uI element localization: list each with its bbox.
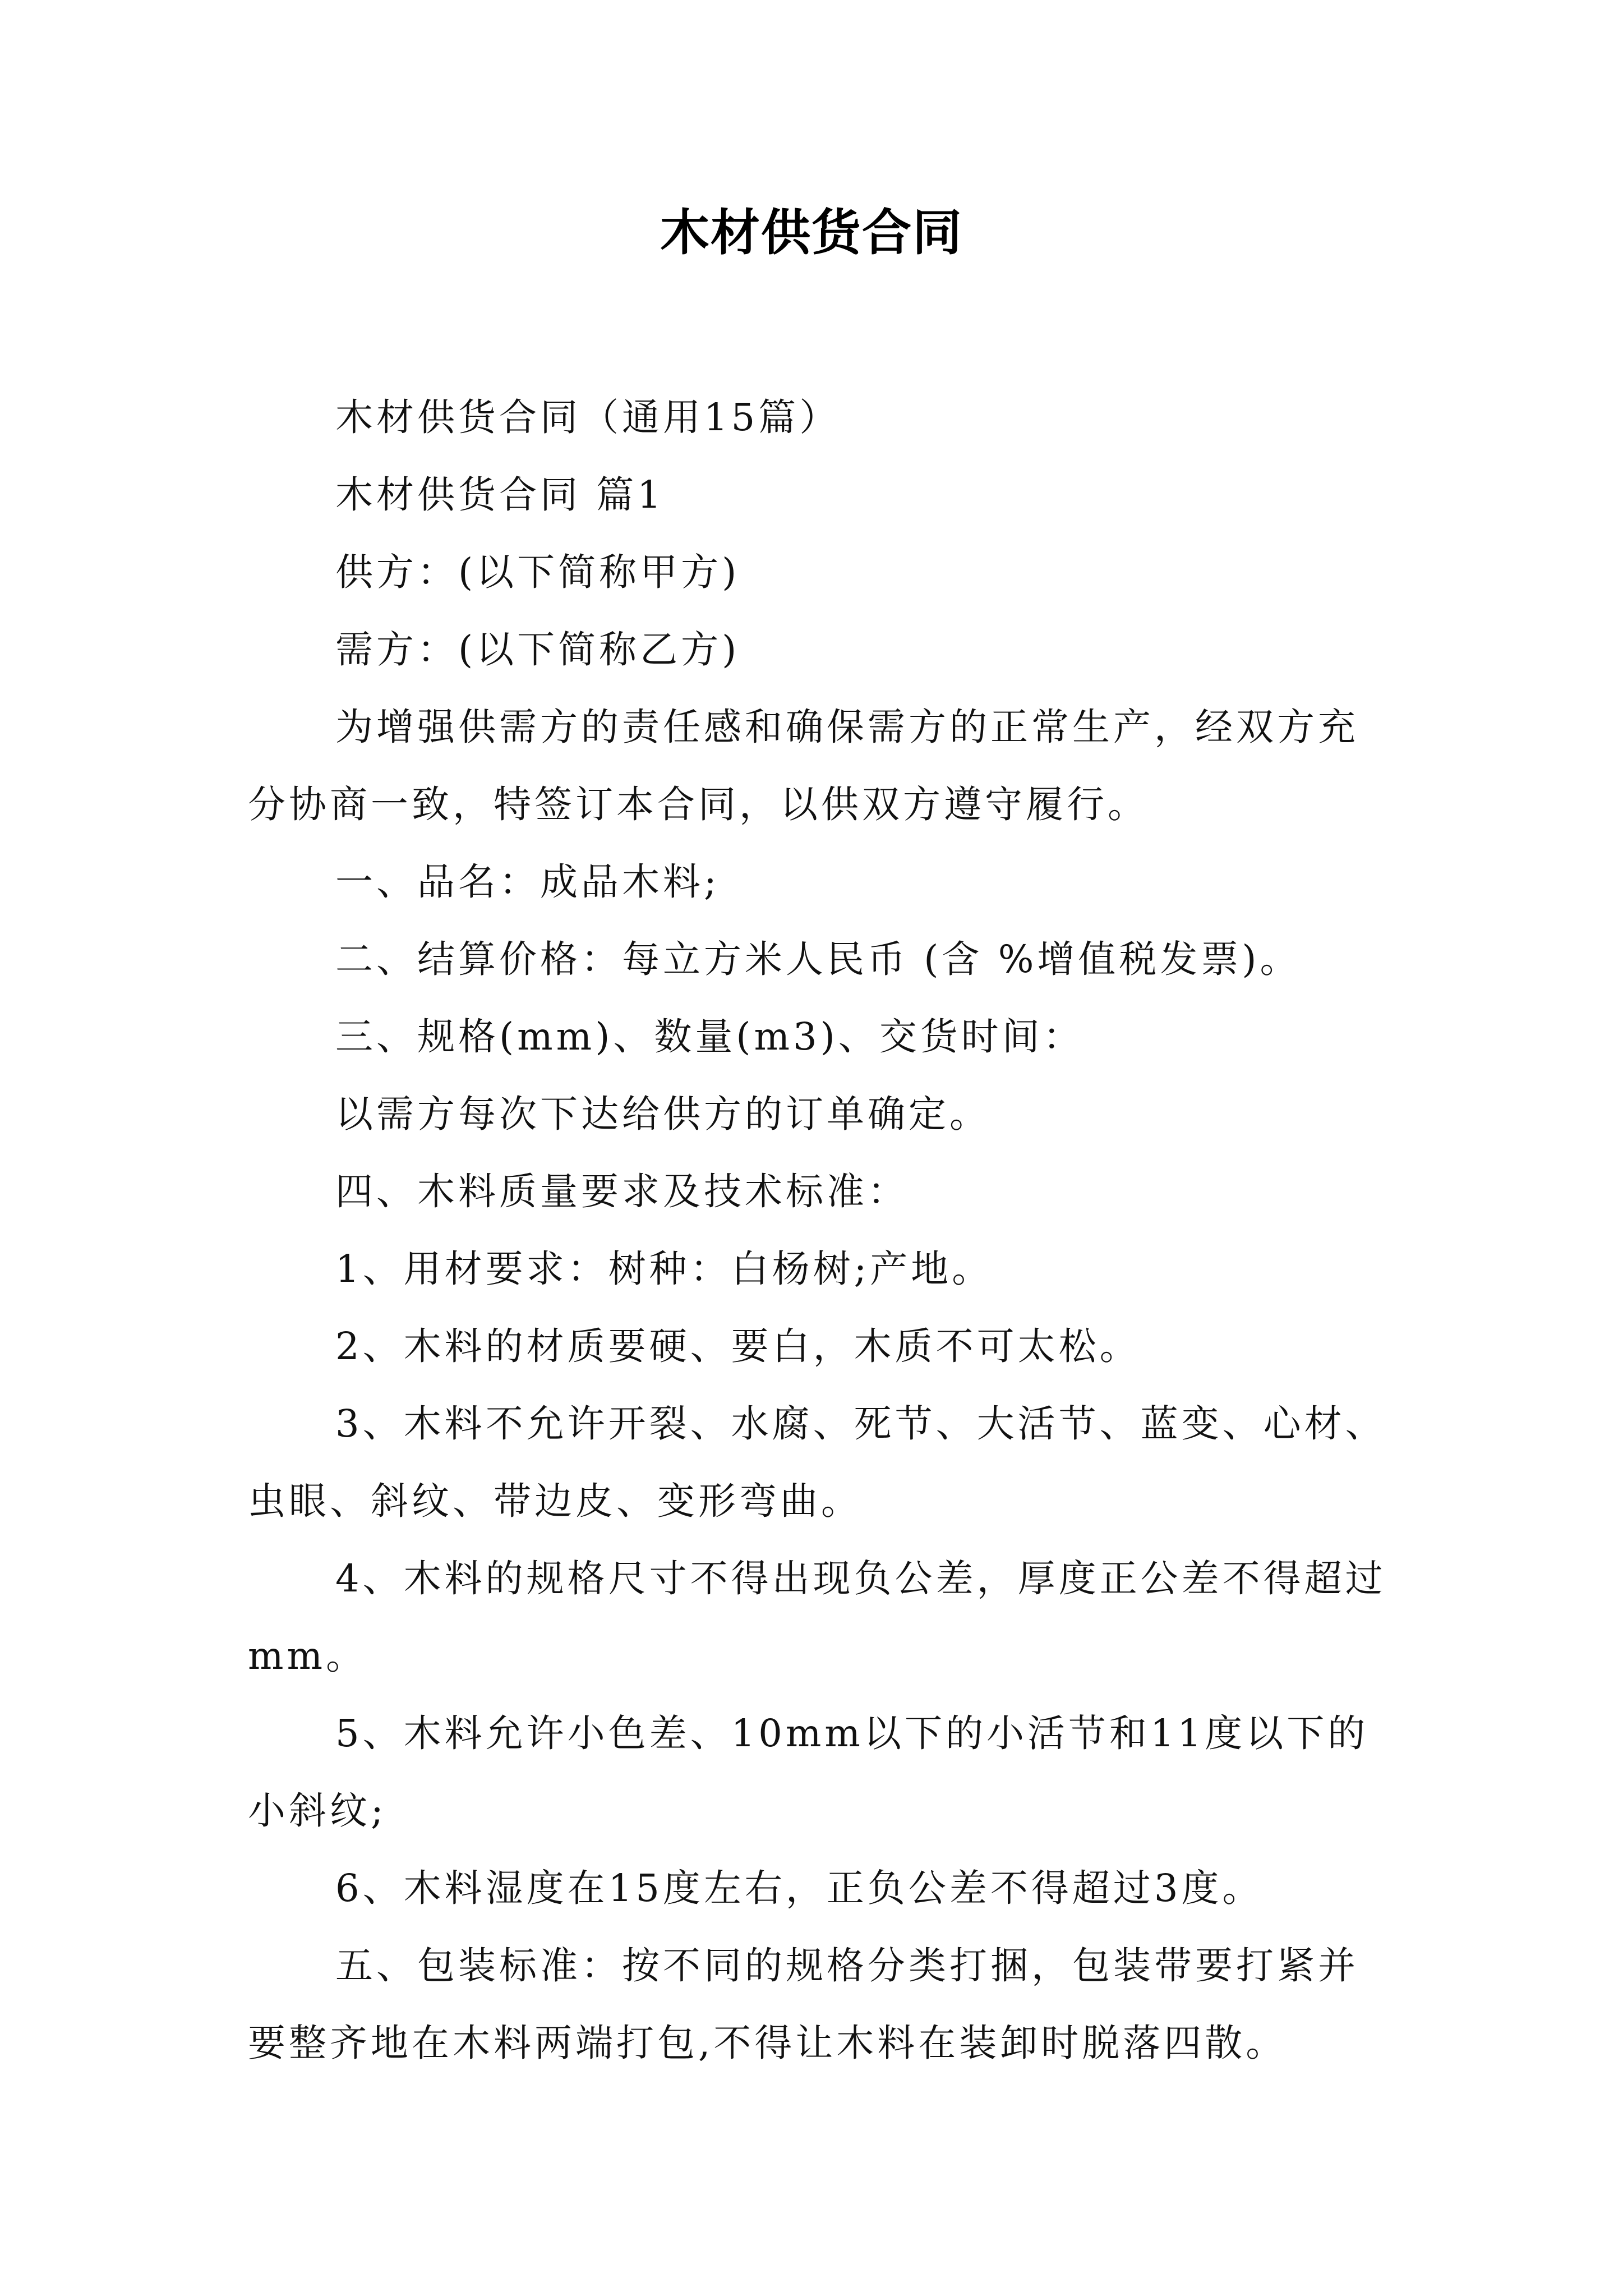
paragraph: 二、结算价格：每立方米人民币 (含 %增值税发票)。 <box>335 937 1301 981</box>
paragraph: 为增强供需方的责任感和确保需方的正常生产，经双方充分协商一致，特签订本合同，以供双方遵守履行。 <box>248 705 1359 826</box>
paragraph: 供方：(以下简称甲方) <box>335 550 740 594</box>
paragraph: 4、木料的规格尺寸不得出现负公差，厚度正公差不得超过 mm。 <box>248 1557 1386 1678</box>
paragraph: 2、木料的材质要硬、要白，木质不可太松。 <box>335 1324 1141 1368</box>
paragraph: 6、木料湿度在15度左右，正负公差不得超过3度。 <box>335 1866 1264 1910</box>
document-body <box>248 379 1389 2082</box>
paragraph: 3、木料不允许开裂、水腐、死节、大活节、蓝变、心材、虫眼、斜纹、带边皮、变形弯曲。 <box>248 1402 1386 1523</box>
paragraph: 木材供货合同（通用15篇） <box>335 395 841 439</box>
paragraph: 一、品名：成品木料; <box>335 860 720 904</box>
paragraph: 木材供货合同 篇1 <box>335 473 665 517</box>
paragraph: 三、规格(mm)、数量(m3)、交货时间： <box>335 1015 1084 1059</box>
paragraph: 以需方每次下达给供方的订单确定。 <box>335 1092 990 1136</box>
paragraph: 需方：(以下简称乙方) <box>335 628 740 671</box>
paragraph: 五、包装标准：按不同的规格分类打捆，包装带要打紧并要整齐地在木料两端打包,不得让木料在装卸时脱落四散。 <box>248 1944 1359 2065</box>
paragraph: 四、木料质量要求及技术标准： <box>335 1170 909 1213</box>
document-title: 木材供货合同 <box>660 204 963 261</box>
paragraph: 5、木料允许小色差、10mm以下的小活节和11度以下的小斜纹; <box>248 1711 1369 1833</box>
paragraph: 1、用材要求：树种：白杨树;产地。 <box>335 1247 993 1291</box>
